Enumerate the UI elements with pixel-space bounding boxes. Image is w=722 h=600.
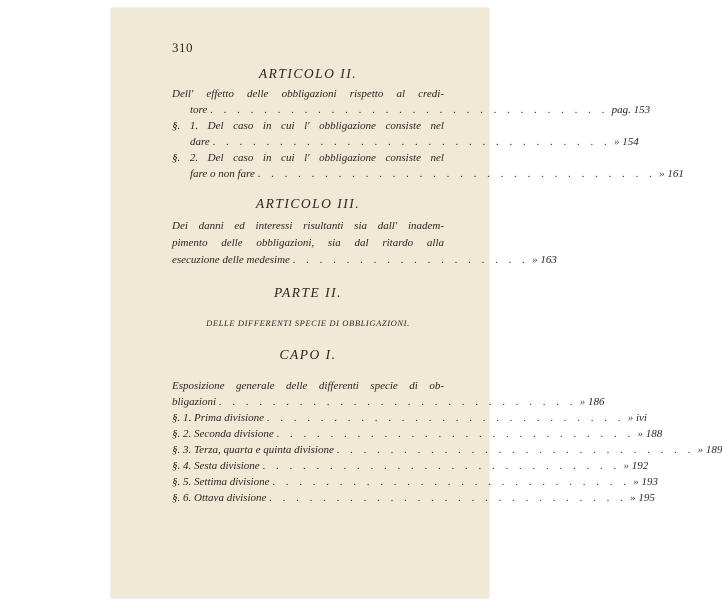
page-ref: » 161 [659, 168, 684, 180]
toc-entry-line: Esposizione generale delle differenti specie di ob- [172, 380, 444, 392]
page-ref: » 192 [623, 460, 649, 472]
leader-dots: . . . . . . . . . . . . . . . . . . . . . . . . . . . . . . [212, 136, 612, 148]
toc-entry [172, 427, 663, 441]
part-2-subtitle: DELLE DIFFERENTI SPECIE DI OBBLIGAZIONI. [206, 318, 410, 328]
toc-entry-line: §. 1. Del caso in cui l' obbligazione consiste nel [172, 120, 444, 132]
toc-entry-text: §. 4. Sesta divisione [172, 460, 260, 472]
leader-dots: . . . . . . . . . . . . . . . . . . . . . . . . . . . . . . [257, 168, 657, 180]
article-3-heading: ARTICOLO III. [255, 196, 361, 211]
leader-dots: . . . . . . . . . . . . . . . . . . . . . . . . . . . [272, 476, 631, 488]
leader-dots: . . . . . . . . . . . . . . . . . . . . . . . . . . . [336, 444, 695, 456]
page-ref: » 186 [579, 396, 605, 408]
toc-entry [172, 475, 658, 489]
leader-dots: . . . . . . . . . . . . . . . . . . . . . . . . . . . [219, 396, 577, 408]
page-ref: » ivi [627, 412, 647, 424]
leader-dots: . . . . . . . . . . . . . . . . . . . . . . . . . . . [269, 492, 628, 504]
toc-entry-line: §. 2. Del caso in cui l' obbligazione consiste nel [172, 152, 444, 164]
leader-dots: . . . . . . . . . . . . . . . . . . . . . . . . . . . . . . [210, 104, 609, 116]
page-number: 310 [172, 40, 193, 55]
toc-entry [172, 103, 651, 117]
page-ref: » 193 [633, 476, 658, 488]
toc-entry-text: fare o non fare [190, 168, 255, 180]
toc-entry [172, 443, 722, 457]
toc-entry [172, 459, 649, 473]
toc-entry-text: esecuzione delle medesime [172, 254, 290, 266]
page-ref: » 154 [614, 136, 639, 148]
toc-entry [172, 395, 605, 409]
leader-dots: . . . . . . . . . . . . . . . . . . . . . . . . . . . [276, 428, 635, 440]
page-ref: pag. 153 [611, 104, 651, 116]
toc-entry-line: Dell' effetto delle obbligazioni rispetto al credi- [172, 88, 444, 100]
page-ref: » 195 [630, 492, 655, 504]
leader-dots: . . . . . . . . . . . . . . . . . . . . . . . . . . . [266, 412, 625, 424]
capo-1-heading: CAPO I. [279, 347, 337, 362]
toc-entry [172, 491, 655, 505]
leader-dots: . . . . . . . . . . . . . . . . . . [292, 254, 530, 266]
toc-entry [172, 253, 557, 267]
toc-entry-text: §. 5. Settima divisione [172, 476, 270, 488]
toc-entry-text: bligazioni [172, 396, 217, 408]
toc-entry-text: §. 6. Ottava divisione [172, 492, 267, 504]
toc-entry [172, 167, 684, 181]
toc-entry-text: tore [190, 104, 208, 116]
page-ref: » 188 [637, 428, 663, 440]
toc-entry [172, 135, 639, 149]
page-ref: » 189 [697, 444, 722, 456]
part-2-heading: PARTE II. [274, 285, 342, 300]
article-2-heading: ARTICOLO II. [258, 66, 358, 81]
page-ref: » 163 [532, 254, 557, 266]
toc-entry-text: §. 2. Seconda divisione [172, 428, 274, 440]
toc-entry-text: §. 1. Prima divisione [172, 412, 264, 424]
leader-dots: . . . . . . . . . . . . . . . . . . . . . . . . . . . [262, 460, 621, 472]
toc-entry-line: Dei danni ed interessi risultanti sia dall' inadem- [172, 220, 444, 232]
toc-entry-text: dare [190, 136, 210, 148]
toc-entry-text: §. 3. Terza, quarta e quinta divisione [172, 444, 334, 456]
toc-entry-line: pimento delle obbligazioni, sia dal ritardo alla [172, 237, 444, 249]
toc-entry [172, 411, 647, 425]
